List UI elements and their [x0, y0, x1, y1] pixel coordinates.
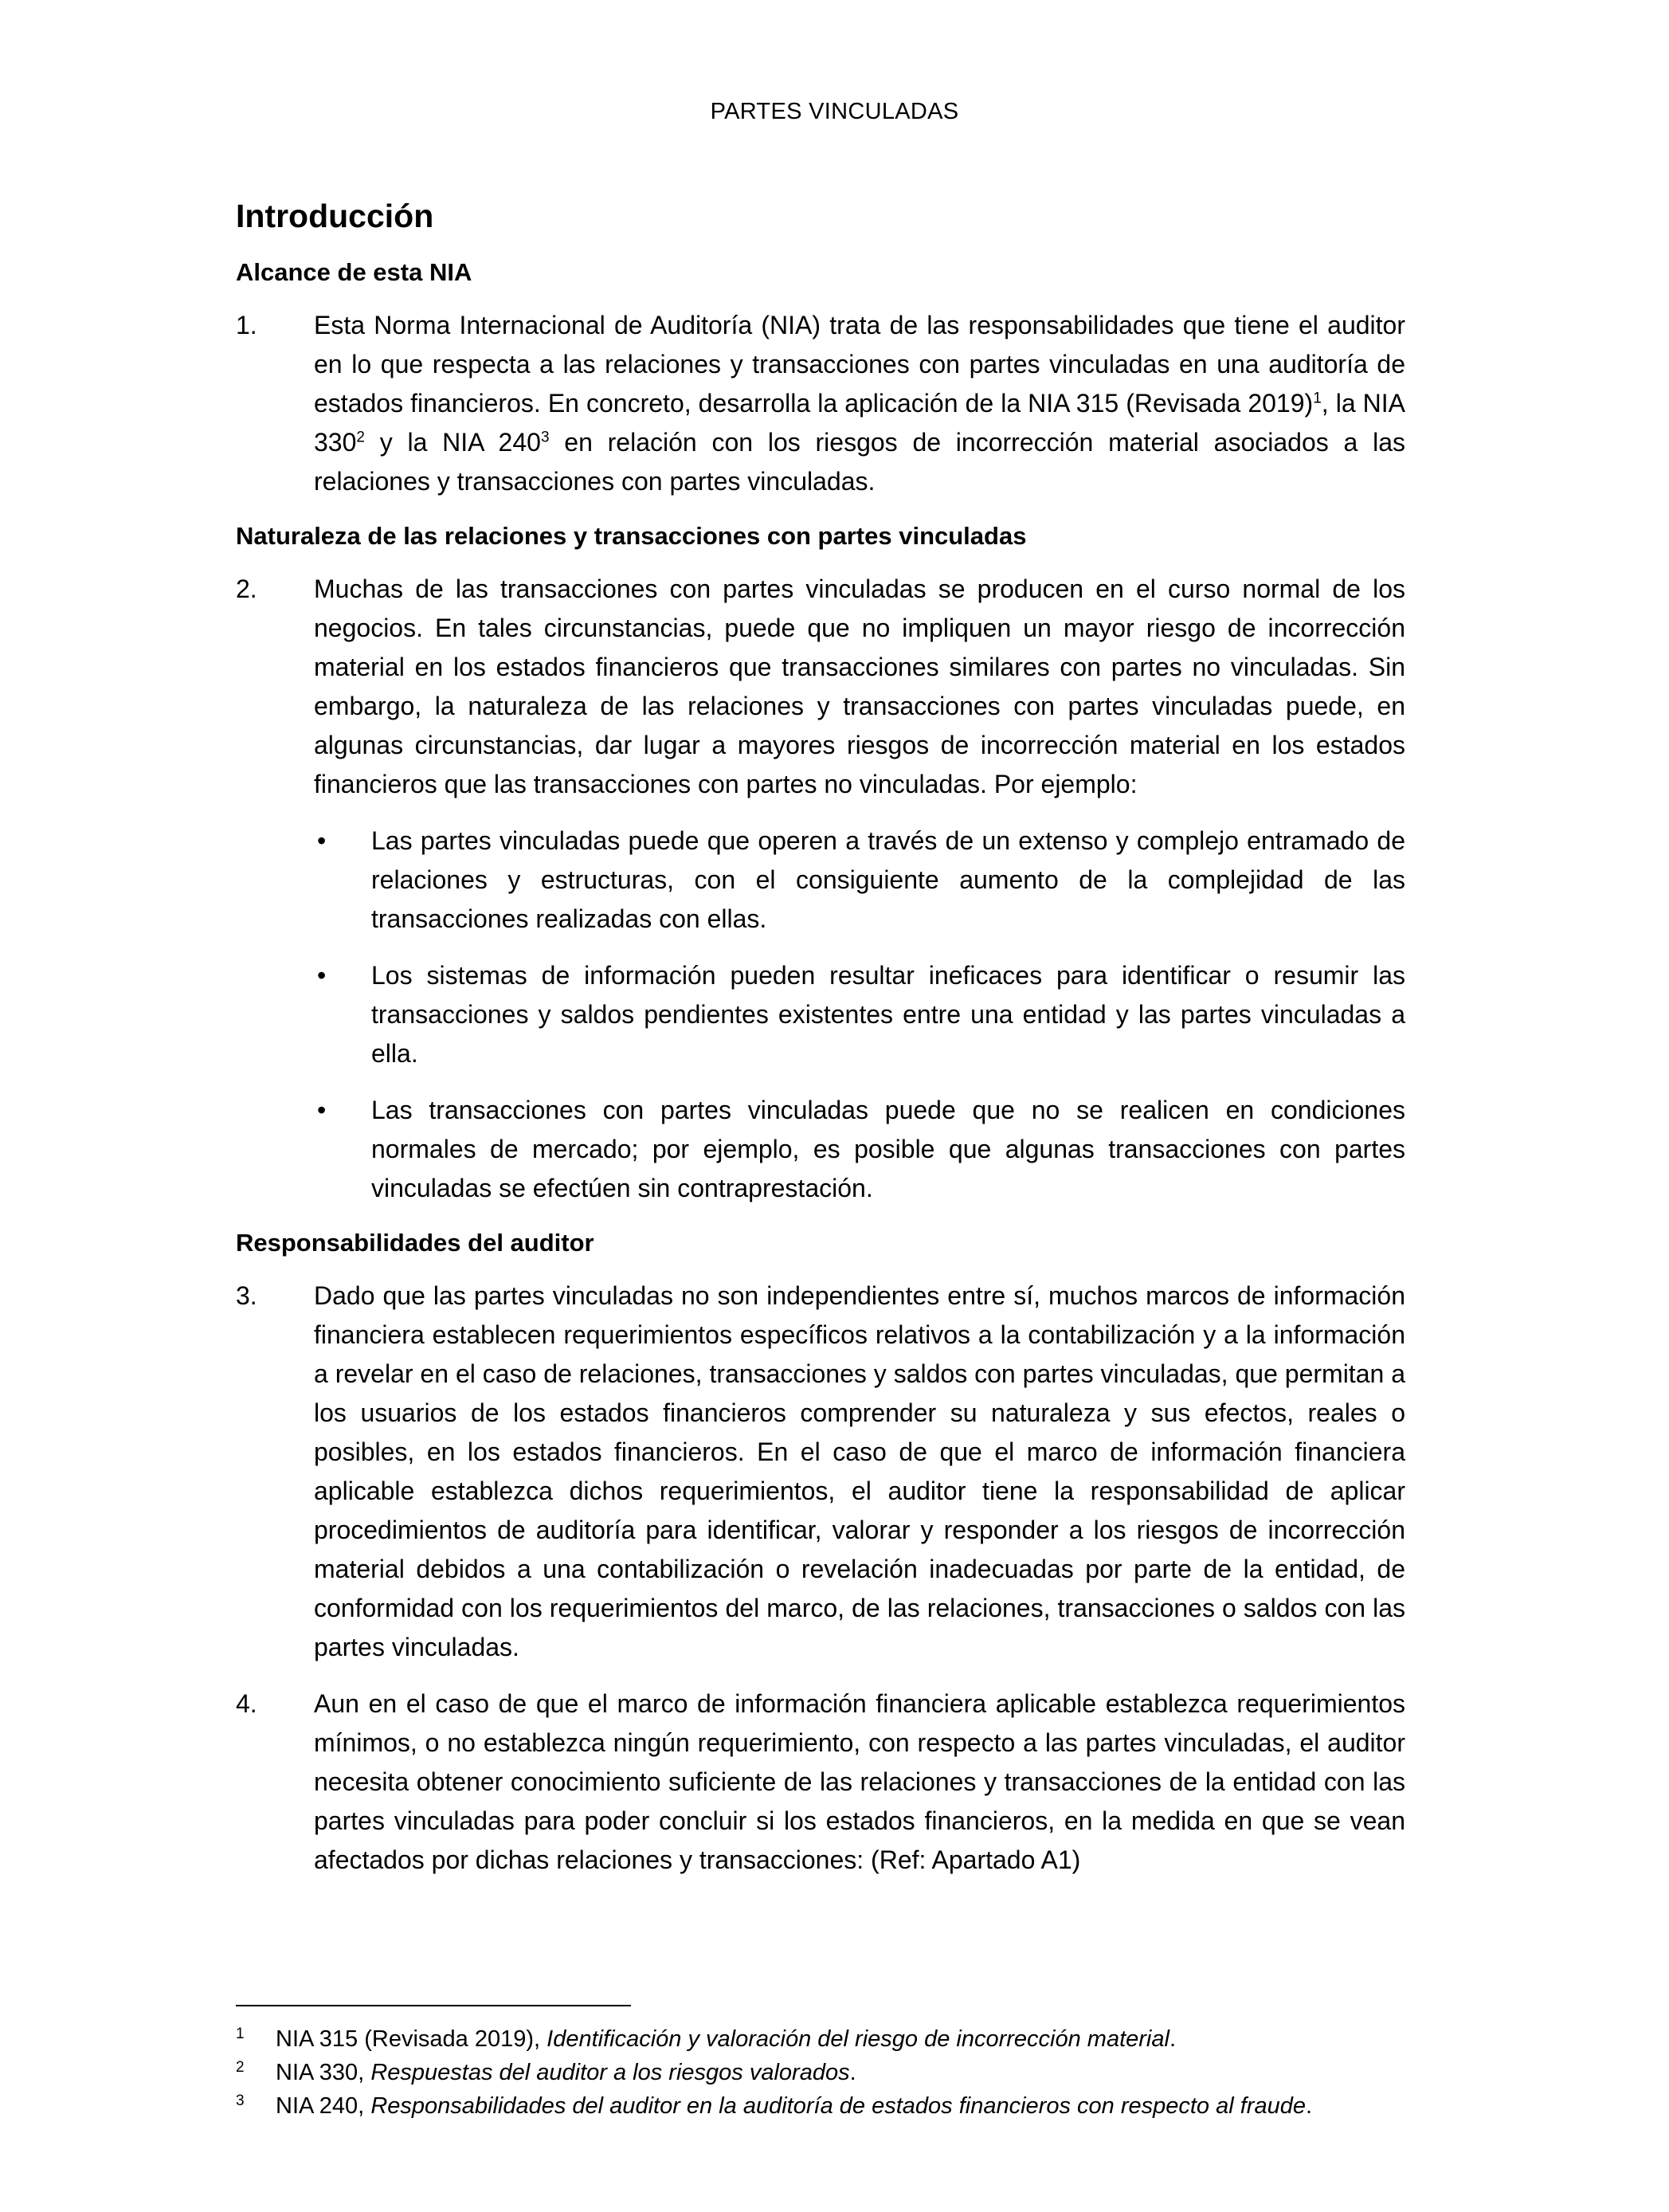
footnote-prefix: NIA 240, [276, 2093, 371, 2119]
paragraph-text: Muchas de las transacciones con partes vinculadas se producen en el curso normal de los negocios. En tales circunstancias, puede que no impliquen un mayor riesgo de incorrección material en los estados financieros que transacciones similares con partes no vinculadas. Sin embargo, la naturaleza de las relaciones y transacciones con partes vinculadas puede, en algunas circunstancias, dar lugar a mayores riesgos de incorrección material en los estados financieros que las transacciones con partes no vinculadas. Por ejemplo: [314, 575, 1405, 798]
bullet-marker: • [317, 961, 327, 990]
paragraph-4 [236, 1684, 1405, 1880]
footnote-prefix: NIA 315 (Revisada 2019), [276, 2026, 547, 2052]
footnote-suffix: . [1305, 2093, 1313, 2119]
paragraph-number: 4. [236, 1689, 257, 1718]
paragraph-3 [236, 1277, 1405, 1667]
running-header: PARTES VINCULADAS [710, 99, 959, 124]
paragraph-2 [236, 570, 1405, 804]
footnote [236, 2056, 1431, 2089]
footnote [236, 2022, 1431, 2056]
bullet-text: Las partes vinculadas puede que operen a través de un extenso y complejo entramado de relaciones y estructuras, con el consiguiente aumento de la complejidad de las transacciones realizadas con ellas. [371, 826, 1405, 933]
paragraph-number: 2. [236, 575, 257, 603]
footnote-suffix: . [1169, 2026, 1177, 2052]
bullet-text: Las transacciones con partes vinculadas puede que no se realicen en condiciones normales de mercado; por ejemplo, es posible que algunas transacciones con partes vinculadas se efectúen sin contraprestación. [371, 1096, 1405, 1202]
footnote-number: 1 [236, 2026, 245, 2042]
footnote-number: 3 [236, 2092, 245, 2109]
footnote-suffix: . [849, 2060, 856, 2085]
section-title: Introducción [236, 198, 434, 234]
paragraph-number: 3. [236, 1281, 257, 1310]
bullet-item [236, 822, 1405, 939]
paragraph-1 [236, 306, 1405, 501]
main-content [236, 191, 1405, 1897]
footnote-number: 2 [236, 2059, 245, 2076]
paragraph-text: en relación con los riesgos de incorrección material asociados a las relaciones y transacciones con partes vinculadas. [314, 428, 1406, 496]
paragraph-text: , la NIA 330 [314, 389, 1406, 457]
bullet-marker: • [317, 826, 327, 855]
footnote-title: Responsabilidades del auditor en la auditoría de estados financieros con respecto al fraude [370, 2093, 1306, 2119]
heading-naturaleza: Naturaleza de las relaciones y transacciones con partes vinculadas [236, 522, 1027, 550]
footnote-prefix: NIA 330, [276, 2060, 371, 2085]
paragraph-text: Dado que las partes vinculadas no son independientes entre sí, muchos marcos de información financiera establecen requerimientos específicos relativos a la contabilización y a la información a revelar en el caso de relaciones, transacciones y saldos con partes vinculadas, que permitan a los usuarios de los estados financieros comprender su naturaleza y sus efectos, reales o posibles, en los estados financieros. En el caso de que el marco de información financiera aplicable establezca dichos requerimientos, el auditor tiene la responsabilidad de aplicar procedimientos de auditoría para identificar, valorar y responder a los riesgos de incorrección material debidos a una contabilización o revelación inadecuadas por parte de la entidad, de conformidad con los requerimientos del marco, de las relaciones, transacciones o saldos con las partes vinculadas. [314, 1281, 1405, 1661]
paragraph-text: Aun en el caso de que el marco de información financiera aplicable establezca requerimientos mínimos, o no establezca ningún requerimiento, con respecto a las partes vinculadas, el auditor necesita obtener conocimiento suficiente de las relaciones y transacciones de la entidad con las partes vinculadas para poder concluir si los estados financieros, en la medida en que se vean afectados por dichas relaciones y transacciones: (Ref: Apartado A1) [314, 1689, 1405, 1874]
footnote-title: Respuestas del auditor a los riesgos valorados [370, 2060, 850, 2085]
footnote-title: Identificación y valoración del riesgo de incorrección material [547, 2026, 1169, 2052]
footnote-separator [236, 2005, 631, 2006]
bullet-item [236, 1091, 1405, 1208]
footnote-ref: 1 [1313, 390, 1322, 407]
footnote-ref: 2 [356, 429, 365, 446]
footnote-ref: 3 [540, 429, 550, 446]
paragraph-number: 1. [236, 311, 257, 339]
paragraph-text: Esta Norma Internacional de Auditoría (NIA) trata de las responsabilidades que tiene el auditor en lo que respecta a las relaciones y transacciones con partes vinculadas en una auditoría de estados financieros. En concreto, desarrolla la aplicación de la NIA 315 (Revisada 2019) [314, 311, 1405, 418]
footnotes [236, 2022, 1431, 2123]
heading-responsabilidades: Responsabilidades del auditor [236, 1229, 594, 1257]
paragraph-text: y la NIA 240 [364, 428, 541, 457]
heading-alcance: Alcance de esta NIA [236, 258, 472, 286]
footnote [236, 2089, 1431, 2123]
bullet-marker: • [317, 1096, 327, 1124]
bullet-item [236, 956, 1405, 1073]
bullet-text: Los sistemas de información pueden resultar ineficaces para identificar o resumir las transacciones y saldos pendientes existentes entre una entidad y las partes vinculadas a ella. [371, 961, 1405, 1068]
